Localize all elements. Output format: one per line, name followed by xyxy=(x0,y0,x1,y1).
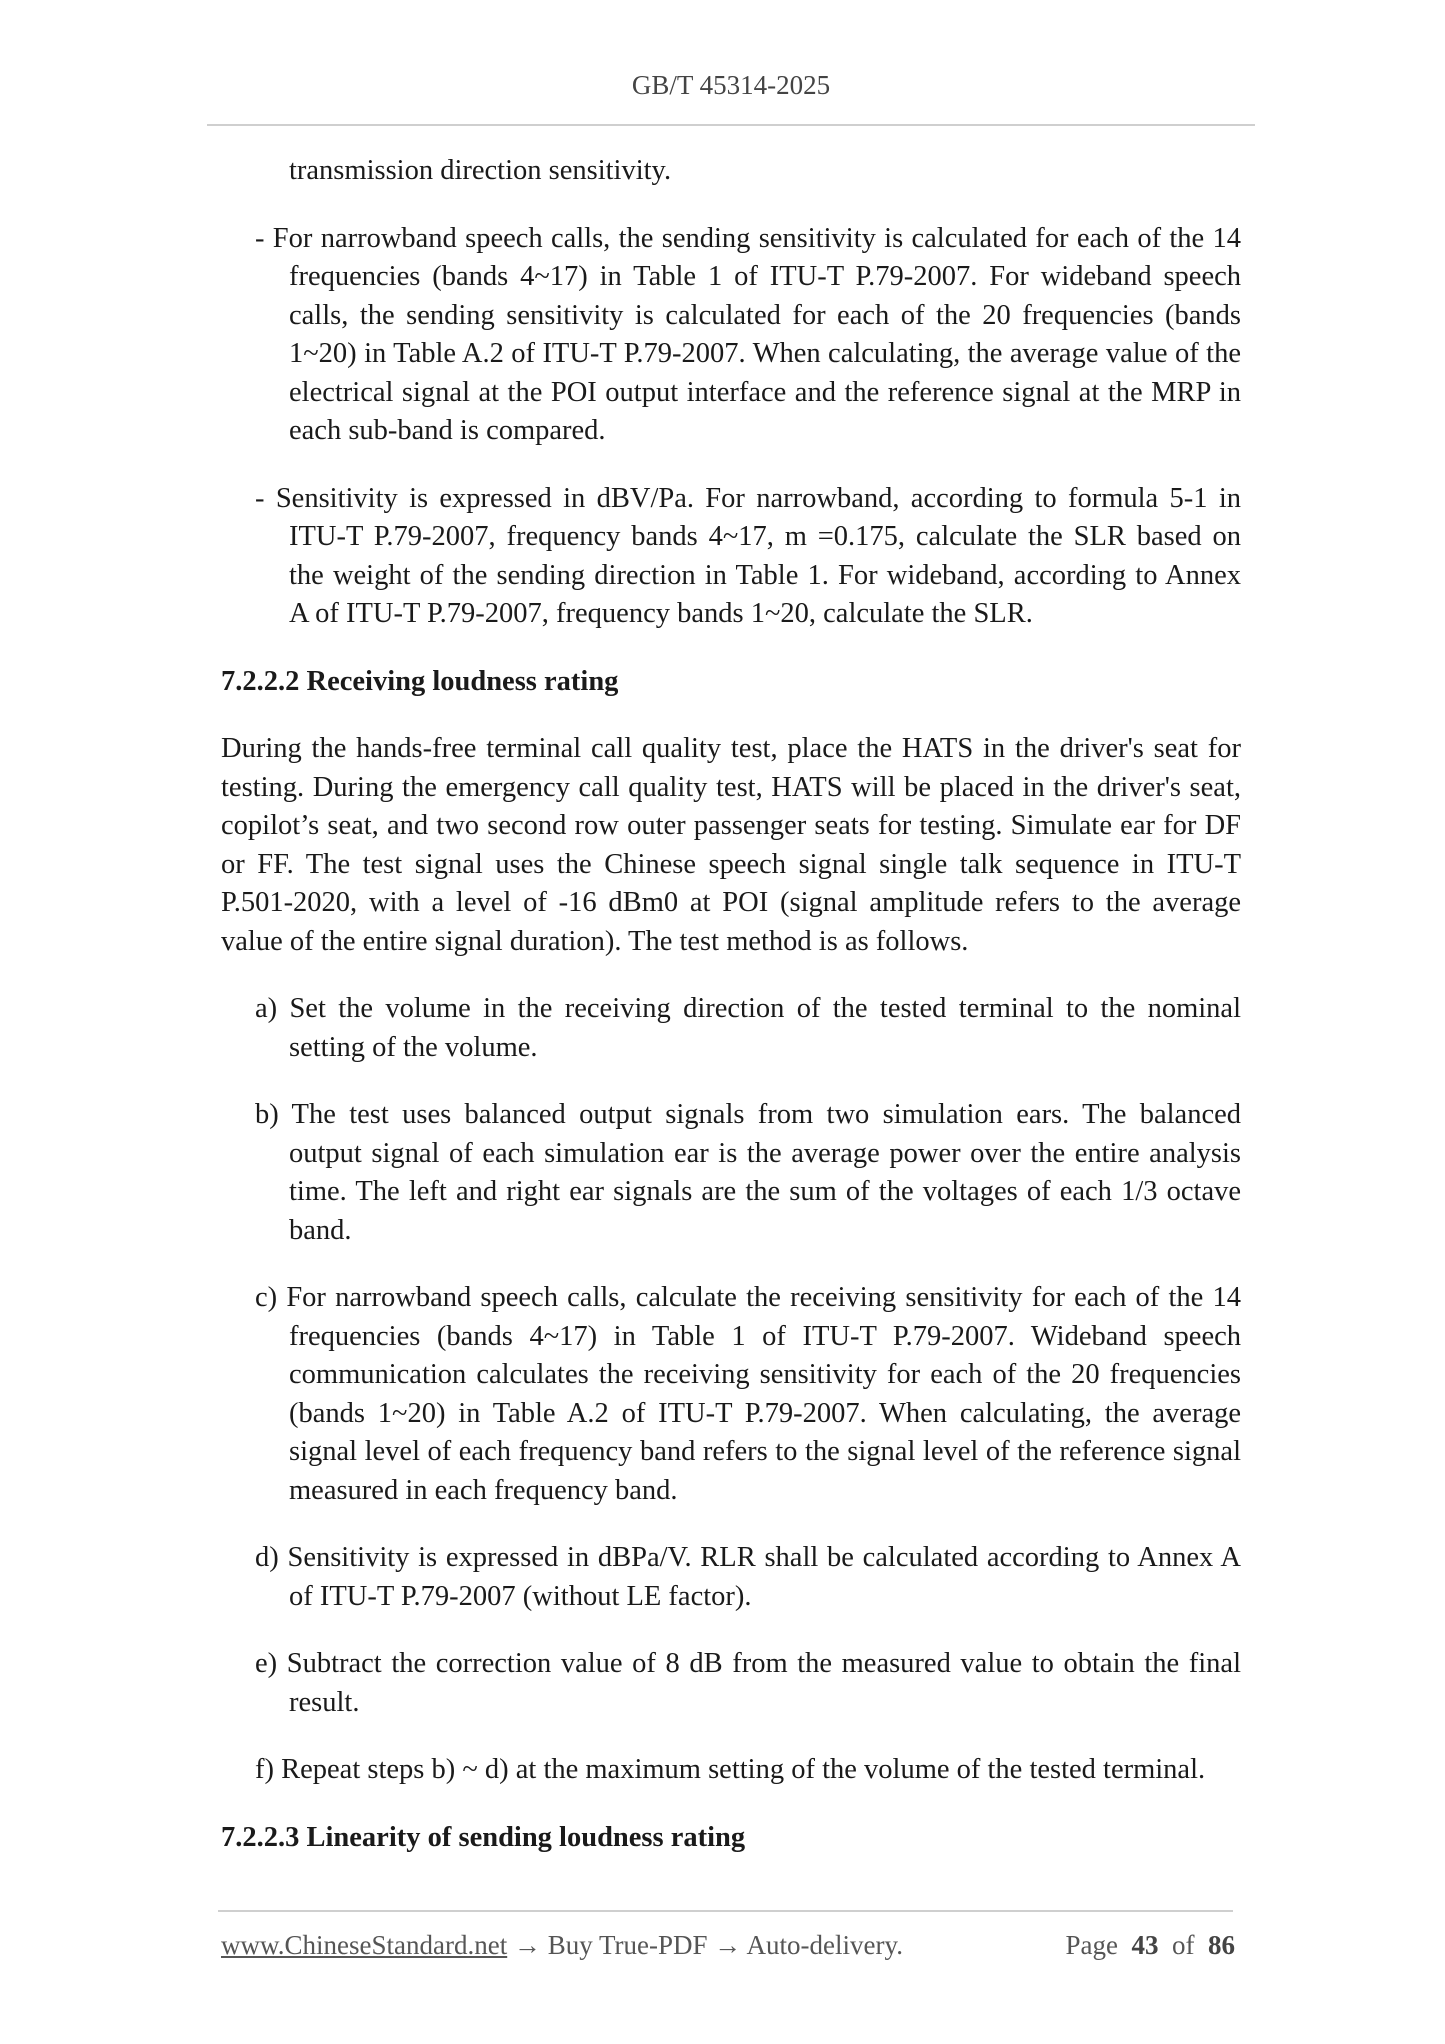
page-total: 86 xyxy=(1208,1930,1235,1960)
paragraph-continuation: transmission direction sensitivity. xyxy=(289,155,672,186)
list-item-step-f: f) Repeat steps b) ~ d) at the maximum setting of the volume of the tested terminal. xyxy=(255,1754,1206,1785)
footer-divider xyxy=(218,1910,1233,1912)
header-divider xyxy=(207,124,1255,126)
of-word: of xyxy=(1172,1930,1195,1960)
footer-promo xyxy=(221,1930,903,1961)
list-item-step-e: e) Subtract the correction value of 8 dB from the measured value to obtain the final result. xyxy=(255,1648,1241,1718)
page-body xyxy=(221,152,1241,1886)
page-number xyxy=(1066,1930,1235,1961)
list-item-step-b: b) The test uses balanced output signals from two simulation ears. The balanced output signal of each simulation ear is the average power over the entire analysis time. The left and right ear signals are the sum of the voltages of each 1/3 octave band. xyxy=(255,1099,1241,1246)
list-item-step-c: c) For narrowband speech calls, calculate the receiving sensitivity for each of the 14 frequencies (bands 4~17) in Table 1 of ITU-T P.79-2007. Wideband speech communication calculates the receiving sensitivity for each of the 20 frequencies (bands 1~20) in Table A.2 of ITU-T P.79-2007. When calculating, the average signal level of each frequency band refers to the signal level of the reference signal measured in each frequency band. xyxy=(255,1282,1241,1506)
bullet-item-slr-calculation: - Sensitivity is expressed in dBV/Pa. For narrowband, according to formula 5-1 in ITU-T P.79-2007, frequency bands 4~17, m =0.175, calculate the SLR based on the weight of the sending direction in Table 1. For wideband, according to Annex A of ITU-T P.79-2007, frequency bands 1~20, calculate the SLR. xyxy=(255,482,1241,629)
page-current: 43 xyxy=(1131,1930,1159,1960)
page-header-doc-id: GB/T 45314-2025 xyxy=(631,70,831,100)
page-footer xyxy=(221,1930,1235,1961)
list-item-step-d: d) Sensitivity is expressed in dBPa/V. RLR shall be calculated according to Annex A of ITU-T P.79-2007 (without LE factor). xyxy=(255,1542,1241,1612)
page-word: Page xyxy=(1065,1930,1118,1960)
footer-promo-text: → Buy True-PDF → Auto-delivery. xyxy=(507,1930,903,1960)
paragraph-test-setup: During the hands-free terminal call quality test, place the HATS in the driver's seat for testing. During the emergency call quality test, HATS will be placed in the driver's seat, copilot’s seat, and two second row outer passenger seats for testing. Simulate ear for DF or FF. The test signal uses the Chinese speech signal single talk sequence in ITU-T P.501-2020, with a level of -16 dBm0 at POI (signal amplitude refers to the average value of the entire signal duration). The test method is as follows. xyxy=(221,733,1241,957)
section-heading-7-2-2-3: 7.2.2.3 Linearity of sending loudness rating xyxy=(221,1821,746,1853)
section-heading-7-2-2-2: 7.2.2.2 Receiving loudness rating xyxy=(221,665,619,697)
bullet-item-sending-sensitivity: - For narrowband speech calls, the sending sensitivity is calculated for each of the 14 frequencies (bands 4~17) in Table 1 of ITU-T P.79-2007. For wideband speech calls, the sending sensitivity is calculated for each of the 20 frequencies (bands 1~20) in Table A.2 of ITU-T P.79-2007. When calculating, the average value of the electrical signal at the POI output interface and the reference signal at the MRP in each sub-band is compared. xyxy=(255,222,1241,446)
list-item-step-a: a) Set the volume in the receiving direction of the tested terminal to the nominal setting of the volume. xyxy=(255,993,1241,1063)
site-link[interactable]: www.ChineseStandard.net xyxy=(221,1930,508,1960)
